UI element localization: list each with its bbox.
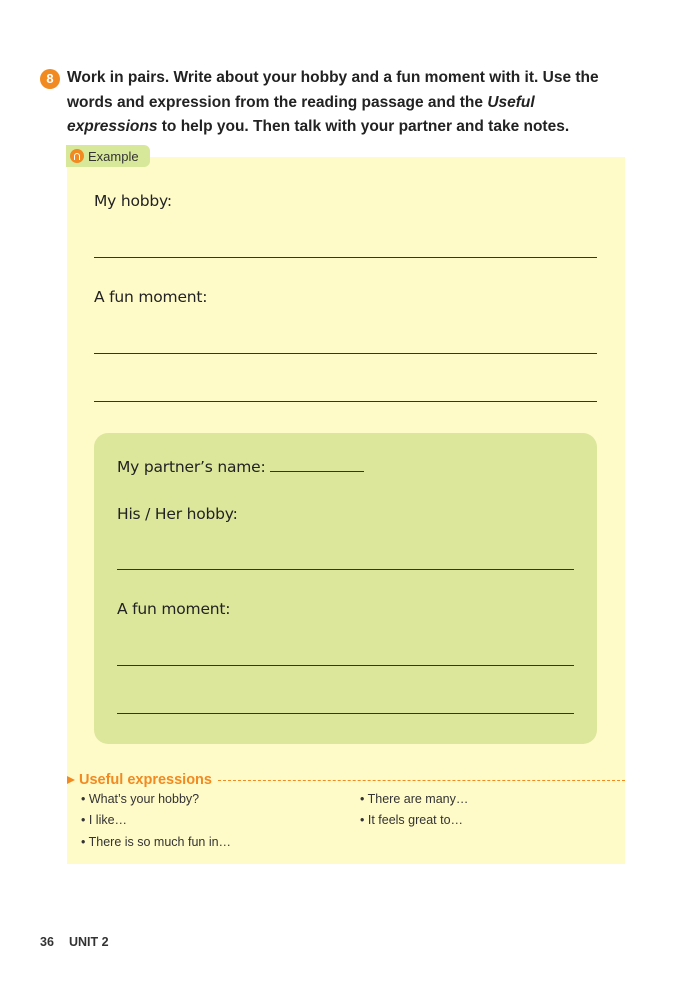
instructions-text-2: to help you. Then talk with your partner and take notes. <box>157 118 570 135</box>
expression-item: • What’s your hobby? <box>81 792 200 806</box>
partner-name-row <box>117 457 364 476</box>
partner-fun-moment-label: A fun moment: <box>117 600 231 618</box>
fun-moment-line-1[interactable] <box>94 353 597 354</box>
fun-moment-line-2[interactable] <box>94 401 597 402</box>
unit-label: UNIT 2 <box>69 935 109 949</box>
arrow-icon <box>67 776 75 784</box>
partner-fun-moment-line-2[interactable] <box>117 713 574 714</box>
task-instructions <box>67 66 627 140</box>
example-panel <box>67 157 625 864</box>
fun-moment-label: A fun moment: <box>94 288 208 306</box>
example-tag <box>66 145 150 167</box>
useful-expressions-header <box>67 772 625 788</box>
expression-item: • It feels great to… <box>360 813 464 827</box>
partner-hobby-label: His / Her hobby: <box>117 505 238 523</box>
instructions-italic: Useful expressions <box>67 93 535 135</box>
partner-hobby-line[interactable] <box>117 569 574 570</box>
partner-notes-box <box>94 433 597 744</box>
task-number-badge: 8 <box>40 69 60 89</box>
my-hobby-label: My hobby: <box>94 192 172 210</box>
my-hobby-line[interactable] <box>94 257 597 258</box>
page-number: 36 <box>40 935 54 949</box>
dashed-divider <box>218 780 625 781</box>
expression-item: • There is so much fun in… <box>81 835 232 849</box>
expression-item: • I like… <box>81 813 128 827</box>
headphones-icon <box>70 149 84 163</box>
expression-item: • There are many… <box>360 792 469 806</box>
partner-fun-moment-line-1[interactable] <box>117 665 574 666</box>
useful-expressions-title: Useful expressions <box>79 772 212 788</box>
example-label: Example <box>88 148 139 164</box>
partner-name-label: My partner’s name: <box>117 458 266 476</box>
instructions-text-1: Work in pairs. Write about your hobby and a fun moment with it. Use the words and expression from the reading passage and the <box>67 69 599 111</box>
partner-name-blank[interactable] <box>270 457 364 472</box>
